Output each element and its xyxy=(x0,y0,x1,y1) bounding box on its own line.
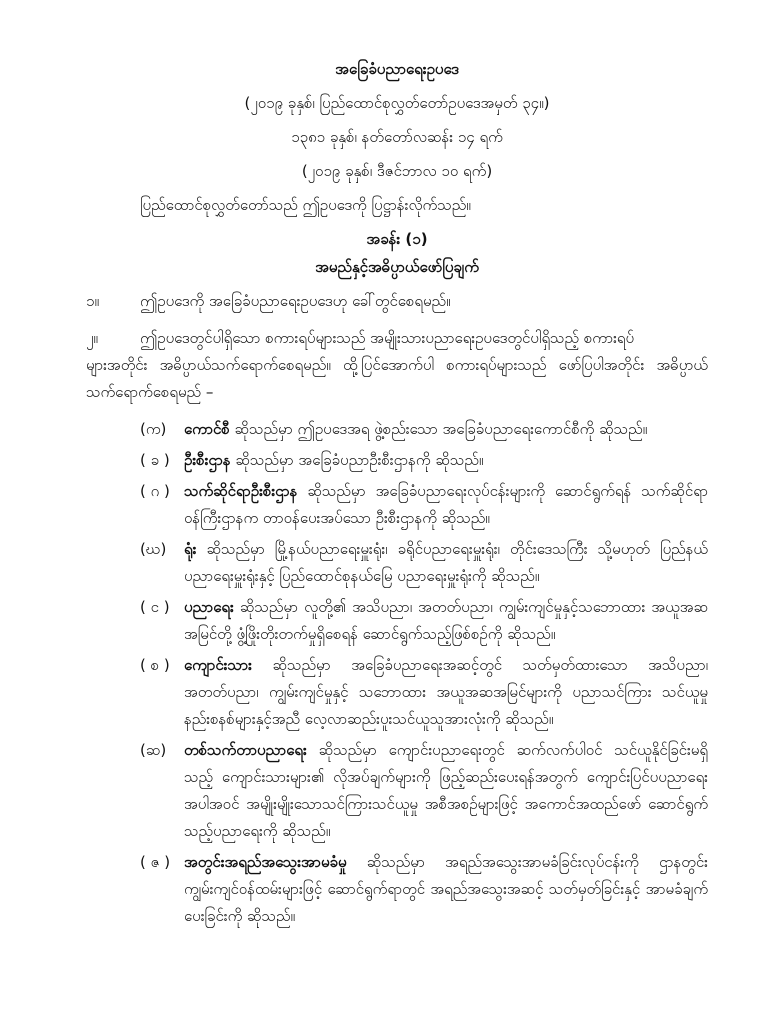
definition-term: တစ်သက်တာပညာရေး xyxy=(184,741,307,759)
section-2 xyxy=(86,325,708,352)
section-number: ၂။ xyxy=(86,329,98,347)
definition-text: ဆိုသည်မှာ လူတို့၏ အသိပညာ၊ အတတ်ပညာ၊ ကျွမ်းကျင်မှုနှင့်သဘောထား အယူအဆ အမြင်တို့ ဖွံ့ဖြိုးတိုးတက်မှုရှိစေရန် ဆောင်ရွက်သည့်ဖြစ်စဉ်ကို ဆိုသည်။ xyxy=(184,598,708,643)
definition-ga xyxy=(140,478,708,532)
definition-term: ကောင်စီ xyxy=(184,420,230,438)
definition-text: ဆိုသည်မှာ အခြေခံပညာဦးစီးဌာနကို ဆိုသည်။ xyxy=(230,451,484,469)
definition-term: ပညာရေး xyxy=(184,598,234,616)
definition-term: ရုံး xyxy=(184,540,197,558)
enactment-clause: ပြည်ထောင်စုလွှတ်တော်သည် ဤဥပဒေကို ပြဋ္ဌာန်းလိုက်သည်။ xyxy=(140,196,471,214)
definition-body xyxy=(184,594,708,648)
definition-label: (က) xyxy=(140,420,167,438)
definition-sa xyxy=(140,652,708,733)
section-1 xyxy=(86,288,708,315)
chapter-label: အခန်း (၁) xyxy=(366,230,428,248)
definition-hsa xyxy=(140,737,708,845)
definition-text: ဆိုသည်မှာ ဤဥပဒေအရ ဖွဲ့စည်းသော အခြေခံပညာရေးကောင်စီကို ဆိုသည်။ xyxy=(229,420,648,438)
date-gregorian: (၂၀၁၉ ခုနှစ်၊ ဒီဇင်ဘာလ ၁၀ ရက်) xyxy=(301,162,493,180)
definition-body xyxy=(184,849,708,930)
section-text: ဤဥပဒေကို အခြေခံပညာရေးဥပဒေဟု ခေါ်တွင်စေရမည်။ xyxy=(140,292,451,310)
definition-text: ဆိုသည်မှာ အရည်အသွေးအာမခံခြင်းလုပ်ငန်းကို ဌာနတွင်း ကျွမ်းကျင်ဝန်ထမ်းများဖြင့် ဆောင်ရွက်ရာတွင် အရည်အသွေးအဆင့် သတ်မှတ်ခြင်းနှင့် အာမခံချက်ပေးခြင်းကို ဆိုသည်။ xyxy=(184,853,708,925)
section-text-first: ဤဥပဒေတွင်ပါရှိသော စကားရပ်များသည် အမျိုးသားပညာရေးဥပဒေတွင်ပါရှိသည့် စကားရပ် xyxy=(140,329,635,347)
definition-label: ( ဂ ) xyxy=(140,482,170,500)
law-title: အခြေခံပညာရေးဥပဒေ xyxy=(335,60,459,78)
section-2-continuation: များအတိုင်း အဓိပ္ပာယ်သက်ရောက်စေရမည်။ ထို့ပြင်အောက်ပါ စကားရပ်များသည် ဖော်ပြပါအတိုင်း အဓိပ္ပာယ်သက်ရောက်စေရမည် – xyxy=(86,356,708,401)
definition-term: ဦးစီးဌာန xyxy=(184,451,231,469)
definition-body xyxy=(184,416,708,443)
definition-body xyxy=(184,652,708,733)
definition-label: ( ခ ) xyxy=(140,451,170,469)
definition-kha xyxy=(140,447,708,474)
section-number: ၁။ xyxy=(86,292,99,310)
definition-gha xyxy=(140,536,708,590)
definition-label: ( ဇ ) xyxy=(140,853,171,871)
definition-label: (ဃ) xyxy=(140,540,167,558)
definition-term: အတွင်းအရည်အသွေးအာမခံမှု xyxy=(184,853,347,871)
date-myanmar: ၁၃၈၁ ခုနှစ်၊ နတ်တော်လဆန်း ၁၄ ရက် xyxy=(291,128,503,146)
definition-body xyxy=(184,536,708,590)
definition-ka xyxy=(140,416,708,443)
definition-body xyxy=(184,478,708,532)
definition-body xyxy=(184,447,708,474)
definition-label: ( စ ) xyxy=(140,656,170,674)
chapter-title: အမည်နှင့်အဓိပ္ပာယ်ဖော်ပြချက် xyxy=(315,258,479,276)
definition-text: ဆိုသည်မှာ ကျောင်းပညာရေးတွင် ဆက်လက်ပါဝင် သင်ယူနိုင်ခြင်းမရှိသည့် ကျောင်းသားများ၏ လိုအပ်ချက်များကို ဖြည့်ဆည်းပေးရန်အတွက် ကျောင်းပြင်ပပညာရေးအပါအဝင် အမျိုးမျိုးသောသင်ကြားသင်ယူမှု အစီအစဉ်များဖြင့် အကောင်အထည်ဖော် ဆောင်ရွက်သည့်ပညာရေးကို ဆိုသည်။ xyxy=(184,741,708,840)
definition-label: ( င ) xyxy=(140,598,170,616)
definition-nga xyxy=(140,594,708,648)
definition-text: ဆိုသည်မှာ အခြေခံပညာရေးလုပ်ငန်းများကို ဆောင်ရွက်ရန် သက်ဆိုင်ရာဝန်ကြီးဌာနက တာဝန်ပေးအပ်သော ဦးစီးဌာနကို ဆိုသည်။ xyxy=(184,482,708,527)
definition-term: ကျောင်းသား xyxy=(184,656,252,674)
law-number: (၂၀၁၉ ခုနှစ်၊ ပြည်ထောင်စုလွှတ်တော်ဥပဒေအမှတ် ၃၄။) xyxy=(244,94,550,112)
definition-za xyxy=(140,849,708,930)
definition-text: ဆိုသည်မှာ အခြေခံပညာရေးအဆင့်တွင် သတ်မှတ်ထားသော အသိပညာ၊ အတတ်ပညာ၊ ကျွမ်းကျင်မှုနှင့် သဘောထား အယူအဆအမြင်များကို ပညာသင်ကြား သင်ယူမှုနည်းစနစ်များနှင့်အညီ လေ့လာဆည်းပူးသင်ယူသူအားလုံးကို ဆိုသည်။ xyxy=(184,656,708,728)
definition-text: ဆိုသည်မှာ မြို့နယ်ပညာရေးမှူးရုံး၊ ခရိုင်ပညာရေးမှူးရုံး၊ တိုင်းဒေသကြီး သို့မဟုတ် ပြည်နယ်ပညာရေးမှူးရုံးနှင့် ပြည်ထောင်စုနယ်မြေ ပညာရေးမှူးရုံးကို ဆိုသည်။ xyxy=(184,540,708,585)
definition-term: သက်ဆိုင်ရာဦးစီးဌာန xyxy=(184,482,298,500)
definition-body xyxy=(184,737,708,845)
definition-label: (ဆ) xyxy=(140,741,167,759)
